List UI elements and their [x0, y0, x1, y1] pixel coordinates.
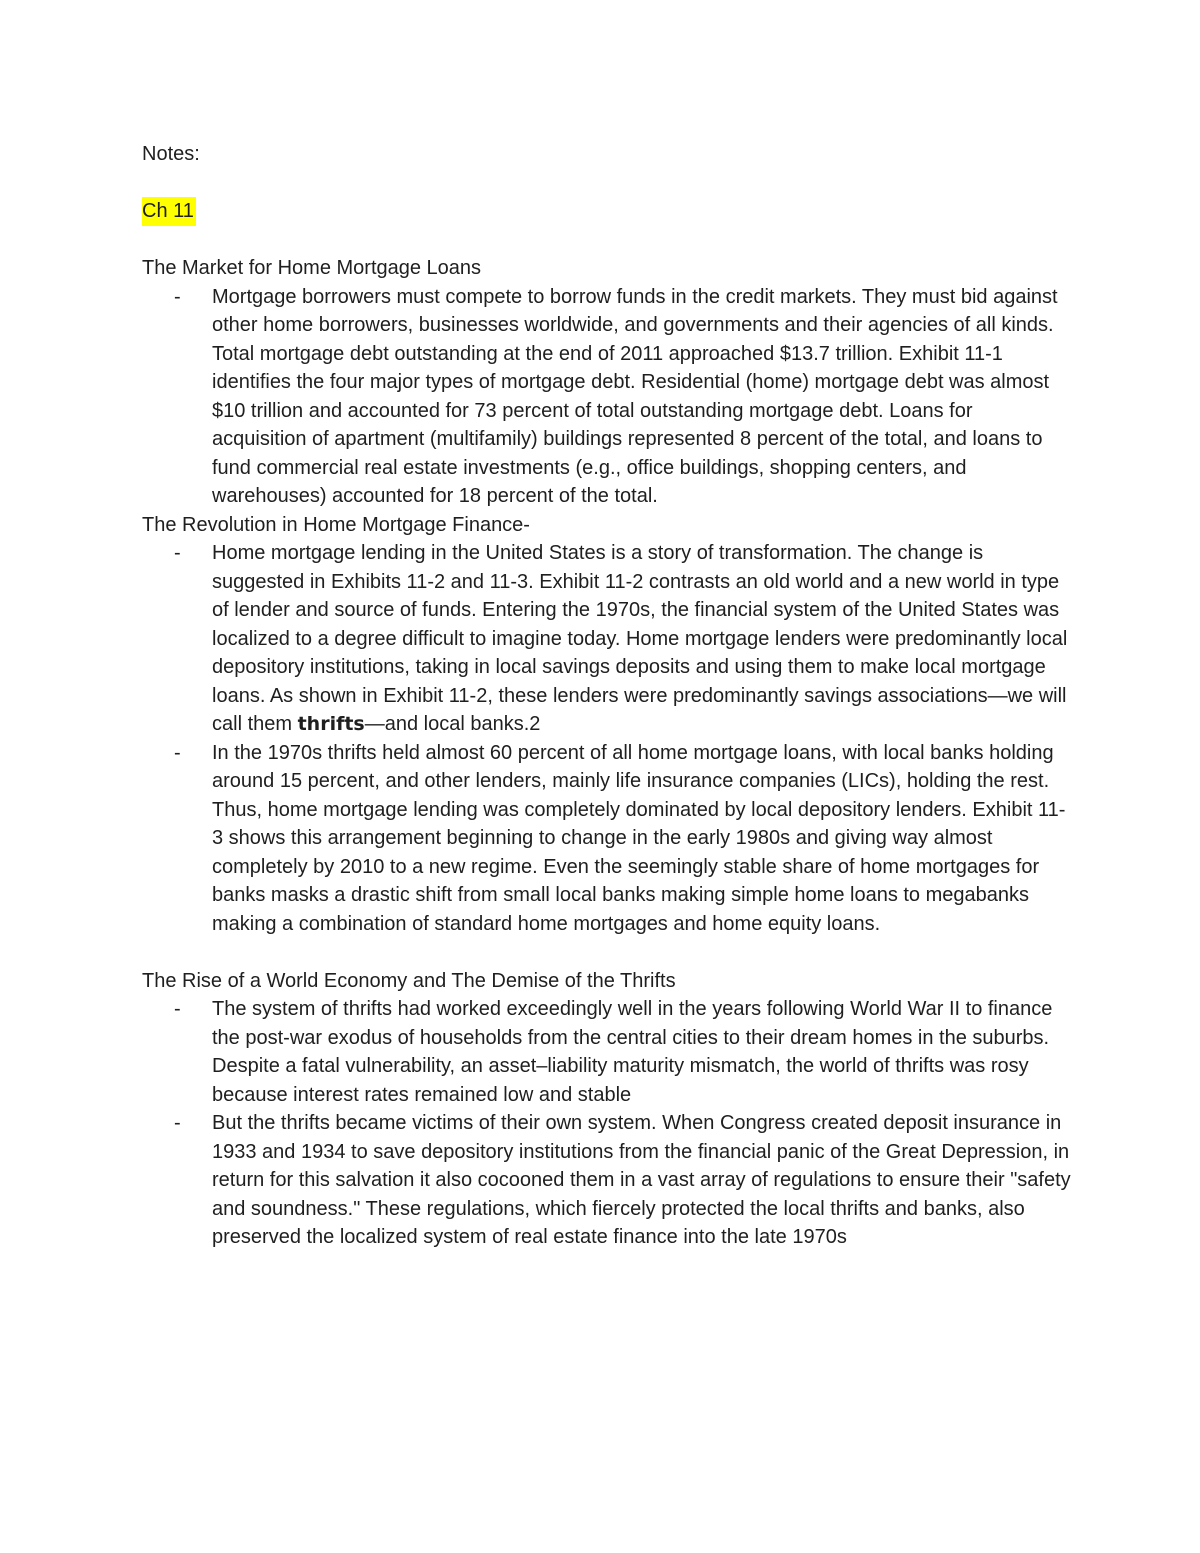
bullet-dash: -	[174, 1112, 181, 1134]
bullet-text-tail: —and local banks.2	[364, 713, 541, 735]
section-heading: The Market for Home Mortgage Loans	[142, 257, 482, 279]
bullet-text: Home mortgage lending in the United States is a story of transformation. The change is suggested in Exhibits 11-2 and 11-3. Exhibit 11-2 contrasts an old world and a new world in type of lender and source of funds. Entering the 1970s, the financial system of the United States was localized to a degree difficult to imagine today. Home mortgage lenders were predominantly local depository institutions, taking in local savings deposits and using them to make local mortgage loans. As shown in Exhibit 11-2, these lenders were predominantly savings associations—we will call them	[212, 542, 1068, 735]
bold-term: thrifts	[297, 713, 365, 735]
chapter-highlight: Ch 11	[142, 197, 196, 226]
bullet-text: Mortgage borrowers must compete to borrow funds in the credit markets. They must bid against other home borrowers, businesses worldwide, and governments and their agencies of all kinds. Total mortgage debt outstanding at the end of 2011 approached $13.7 trillion. Exhibit 11-1 identifies the four major types of mortgage debt. Residential (home) mortgage debt was almost $10 trillion and accounted for 73 percent of total outstanding mortgage debt. Loans for acquisition of apartment (multifamily) buildings represented 8 percent of the total, and loans to fund commercial real estate investments (e.g., office buildings, shopping centers, and warehouses) accounted for 18 percent of the total.	[212, 285, 1058, 507]
list-item	[142, 995, 1072, 1109]
section-heading: The Rise of a World Economy and The Demise of the Thrifts	[142, 969, 676, 992]
notes-label: Notes:	[142, 143, 200, 165]
bullet-dash: -	[174, 741, 181, 764]
section-heading: The Revolution in Home Mortgage Finance-	[142, 513, 530, 536]
bullet-text: The system of thrifts had worked exceedingly well in the years following World War II to finance the post-war exodus of households from the central cities to their dream homes in the suburbs. Despite a fatal vulnerability, an asset–liability maturity mismatch, the world of thrifts was rosy because interest rates remained low and stable	[212, 998, 1053, 1106]
spacer	[142, 169, 1072, 198]
bullet-dash: -	[174, 285, 181, 308]
list-item	[142, 1109, 1072, 1252]
bullet-dash: -	[174, 998, 181, 1020]
bullet-list	[142, 283, 1072, 511]
list-item	[142, 739, 1072, 939]
bullet-text: But the thrifts became victims of their own system. When Congress created deposit insurance in 1933 and 1934 to save depository institutions from the financial panic of the Great Depression, in return for this salvation it also cocooned them in a vast array of regulations to ensure their "safety and soundness." These regulations, which fiercely protected the local thrifts and banks, also preserved the localized system of real estate finance into the late 1970s	[212, 1112, 1071, 1248]
list-item	[142, 283, 1072, 511]
spacer	[142, 226, 1072, 255]
bullet-list	[142, 539, 1072, 938]
bullet-list	[142, 995, 1072, 1252]
spacer	[142, 938, 1072, 967]
bullet-dash: -	[174, 542, 181, 564]
chapter-line	[142, 197, 1072, 226]
document-page	[142, 140, 1072, 1252]
list-item	[142, 539, 1072, 739]
bullet-text: In the 1970s thrifts held almost 60 percent of all home mortgage loans, with local banks holding around 15 percent, and other lenders, mainly life insurance companies (LICs), holding the rest. Thus, home mortgage lending was completely dominated by local depository lenders. Exhibit 11-3 shows this arrangement beginning to change in the early 1980s and giving way almost completely by 2010 to a new regime. Even the seemingly stable share of home mortgages for banks masks a drastic shift from small local banks making simple home loans to megabanks making a combination of standard home mortgages and home equity loans.	[212, 741, 1066, 935]
